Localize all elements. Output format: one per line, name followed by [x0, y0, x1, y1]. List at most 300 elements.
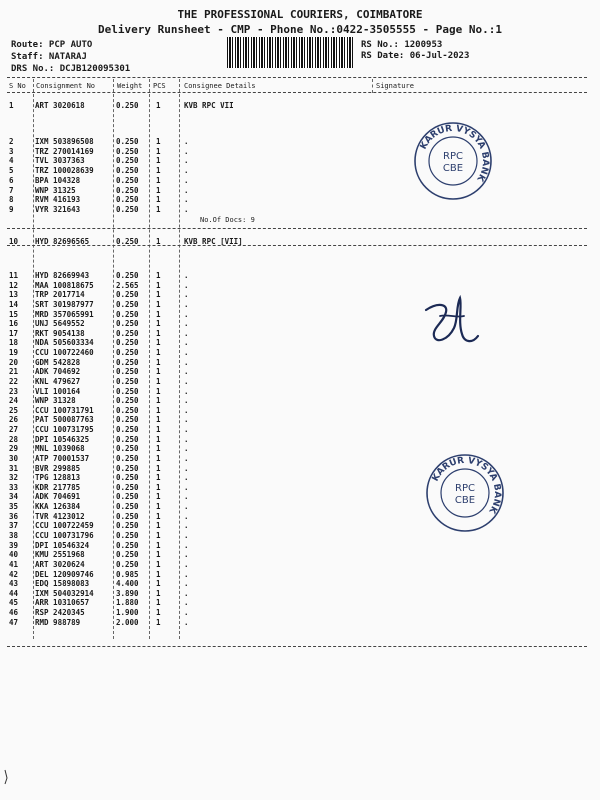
consignee-dot: . — [184, 348, 189, 358]
table-row — [0, 329, 600, 338]
row-pcs: 1 — [156, 531, 161, 540]
row-pcs: 1 — [156, 309, 161, 319]
row-weight: 2.565 — [116, 280, 139, 290]
row-consignment-no: ADK 704691 — [35, 492, 81, 502]
runsheet-subtitle: Delivery Runsheet - CMP - Phone No.:0422-3505555 - Page No.:1 — [98, 23, 502, 36]
row-weight: 0.250 — [116, 137, 139, 146]
row-pcs: 1 — [156, 598, 161, 608]
bank-stamp-icon — [412, 120, 494, 202]
row-weight: 0.250 — [116, 166, 139, 176]
consignee-name: KVB RPC VII — [184, 101, 234, 110]
table-row — [0, 137, 600, 146]
col-header-pcs: PCS — [153, 82, 166, 90]
consignee-dot: . — [184, 550, 189, 560]
row-weight: 0.250 — [116, 101, 139, 110]
row-weight: 0.250 — [116, 550, 139, 560]
row-consignment-no: KKA 126384 — [35, 502, 81, 512]
row-pcs: 1 — [156, 204, 161, 214]
route-label: Route: PCP AUTO — [11, 40, 93, 50]
row-sno: 22 — [9, 376, 19, 386]
row-sno: 41 — [9, 559, 19, 569]
row-pcs: 1 — [156, 376, 161, 386]
row-sno: 34 — [9, 492, 19, 502]
row-weight: 0.250 — [116, 204, 139, 214]
company-title: THE PROFESSIONAL COURIERS, COIMBATORE — [177, 8, 423, 21]
consignee-dot: . — [184, 386, 189, 396]
row-pcs: 1 — [156, 166, 161, 176]
row-pcs: 1 — [156, 146, 161, 156]
table-row — [0, 512, 600, 521]
row-sno: 8 — [9, 195, 14, 205]
row-weight: 3.890 — [116, 588, 139, 598]
row-consignment-no: KNL 479627 — [35, 376, 81, 386]
group1-end-rule — [7, 228, 587, 229]
row-sno: 35 — [9, 502, 19, 512]
row-sno: 29 — [9, 444, 19, 454]
consignee-dot: . — [184, 271, 189, 280]
row-consignment-no: TPG 128813 — [35, 473, 81, 483]
table-row — [0, 464, 600, 473]
row-pcs: 1 — [156, 559, 161, 569]
table-row — [0, 147, 600, 156]
table-row — [0, 271, 600, 280]
row-consignment-no: RMD 988789 — [35, 617, 81, 627]
row-consignment-no: DPI 10546325 — [35, 434, 90, 444]
consignee-dot: . — [184, 434, 189, 444]
rs-date: RS Date: 06-Jul-2023 — [361, 51, 470, 61]
row-sno: 31 — [9, 463, 19, 473]
row-pcs: 1 — [156, 415, 161, 425]
row-consignment-no: HYD 82669943 — [35, 271, 90, 280]
table-row — [0, 550, 600, 559]
row-weight: 0.250 — [116, 453, 139, 463]
row-pcs: 1 — [156, 511, 161, 521]
table-row — [0, 598, 600, 607]
consignee-dot: . — [184, 156, 189, 166]
row-sno: 30 — [9, 453, 19, 463]
row-pcs: 1 — [156, 185, 161, 195]
row-consignment-no: RKT 9054138 — [35, 328, 85, 338]
table-row — [0, 435, 600, 444]
consignee-name: KVB RPC [VII] — [184, 237, 243, 246]
row-weight: 0.250 — [116, 444, 139, 454]
row-pcs: 1 — [156, 101, 161, 110]
table-row — [0, 608, 600, 617]
row-consignment-no: EDQ 15898083 — [35, 579, 90, 589]
consignee-dot: . — [184, 588, 189, 598]
row-pcs: 1 — [156, 608, 161, 618]
table-row — [0, 310, 600, 319]
header-bottom-rule — [7, 92, 587, 93]
table-row — [0, 541, 600, 550]
row-weight: 0.250 — [116, 348, 139, 358]
row-pcs: 1 — [156, 299, 161, 309]
row-pcs: 1 — [156, 463, 161, 473]
bank-stamp-icon — [424, 452, 506, 534]
row-sno: 3 — [9, 146, 14, 156]
row-consignment-no: WNP 31328 — [35, 396, 76, 406]
row-consignment-no: TRP 2017714 — [35, 290, 85, 300]
row-weight: 0.250 — [116, 502, 139, 512]
row-sno: 42 — [9, 569, 19, 579]
table-row — [0, 281, 600, 290]
row-consignment-no: RVM 416193 — [35, 195, 81, 205]
col-header-consignment: Consignment No — [36, 82, 96, 90]
row-pcs: 1 — [156, 396, 161, 406]
row-sno: 4 — [9, 156, 14, 166]
row-consignment-no: VYR 321643 — [35, 204, 81, 214]
consignee-dot: . — [184, 444, 189, 454]
row-sno: 6 — [9, 175, 14, 185]
table-row — [0, 415, 600, 424]
row-consignment-no: HYD 82696565 — [35, 237, 90, 246]
row-pcs: 1 — [156, 521, 161, 531]
row-pcs: 1 — [156, 492, 161, 502]
row-weight: 0.250 — [116, 473, 139, 483]
row-weight: 0.250 — [116, 521, 139, 531]
row-consignment-no: CCU 100731796 — [35, 531, 94, 540]
consignee-dot: . — [184, 492, 189, 502]
consignee-dot: . — [184, 482, 189, 492]
col-header-signature: Signature — [376, 82, 414, 90]
consignee-dot: . — [184, 405, 189, 415]
row-pcs: 1 — [156, 280, 161, 290]
row-consignment-no: BVR 299885 — [35, 463, 81, 473]
table-row — [0, 205, 600, 214]
table-row — [0, 195, 600, 204]
consignee-dot: . — [184, 367, 189, 377]
header-top-rule — [7, 77, 587, 78]
consignee-dot: . — [184, 463, 189, 473]
row-weight: 0.250 — [116, 319, 139, 329]
table-row — [0, 531, 600, 540]
row-consignment-no: UNJ 5649552 — [35, 319, 85, 329]
row-sno: 23 — [9, 386, 19, 396]
row-consignment-no: DPI 10546324 — [35, 540, 90, 550]
stamp-ring-path: KARUR VYSYA BANK — [430, 455, 503, 515]
consignee-dot: . — [184, 540, 189, 550]
table-row — [0, 425, 600, 434]
row-pcs: 1 — [156, 425, 161, 435]
row-consignment-no: PAT 500087763 — [35, 415, 94, 425]
row-sno: 39 — [9, 540, 19, 550]
consignee-dot: . — [184, 137, 189, 146]
row-weight: 0.250 — [116, 237, 139, 246]
row-consignment-no: WNP 31325 — [35, 185, 76, 195]
row-sno: 9 — [9, 204, 14, 214]
row-sno: 15 — [9, 309, 19, 319]
row-sno: 1 — [9, 101, 14, 110]
row-pcs: 1 — [156, 175, 161, 185]
row-sno: 36 — [9, 511, 19, 521]
consignee-dot: . — [184, 376, 189, 386]
row-weight: 1.880 — [116, 598, 139, 608]
consignee-dot: . — [184, 608, 189, 618]
consignee-dot: . — [184, 204, 189, 214]
table-row — [0, 502, 600, 511]
row-weight: 0.250 — [116, 492, 139, 502]
no-of-docs: No.Of Docs: 9 — [200, 216, 255, 224]
row-sno: 20 — [9, 357, 19, 367]
consignee-dot: . — [184, 185, 189, 195]
table-row — [0, 521, 600, 530]
row-consignment-no: SRT 301987977 — [35, 299, 94, 309]
row-weight: 0.985 — [116, 569, 139, 579]
stamp-center-line2: CBE — [454, 495, 476, 506]
consignee-dot: . — [184, 531, 189, 540]
consignee-dot: . — [184, 569, 189, 579]
stamp-center-line1: RPC — [455, 483, 475, 494]
table-row — [0, 396, 600, 405]
row-weight: 0.250 — [116, 175, 139, 185]
row-consignment-no: ATP 70001537 — [35, 453, 90, 463]
consignee-dot: . — [184, 502, 189, 512]
row-consignment-no: CCU 100722460 — [35, 348, 94, 358]
row-weight: 0.250 — [116, 425, 139, 435]
row-weight: 0.250 — [116, 434, 139, 444]
stamp-center-line2: CBE — [442, 163, 464, 174]
row-consignment-no: TRZ 100028639 — [35, 166, 94, 176]
table-row — [0, 570, 600, 579]
col-header-consignee: Consignee Details — [184, 82, 256, 90]
row-consignment-no: TVR 4123012 — [35, 511, 85, 521]
row-pcs: 1 — [156, 588, 161, 598]
row-weight: 2.000 — [116, 617, 139, 627]
row-pcs: 1 — [156, 405, 161, 415]
scribble-mark-icon — [2, 768, 12, 786]
consignee-dot: . — [184, 598, 189, 608]
table-row — [0, 560, 600, 569]
row-weight: 4.400 — [116, 579, 139, 589]
table-row — [0, 492, 600, 501]
row-pcs: 1 — [156, 328, 161, 338]
row-sno: 11 — [9, 271, 19, 280]
stamp-ring-path: KARUR VYSYA BANK — [418, 123, 491, 183]
row-weight: 0.250 — [116, 309, 139, 319]
row-pcs: 1 — [156, 237, 161, 246]
row-consignment-no: KMU 2551968 — [35, 550, 85, 560]
consignee-dot: . — [184, 425, 189, 435]
row-pcs: 1 — [156, 444, 161, 454]
row-pcs: 1 — [156, 550, 161, 560]
row-consignment-no: ADK 704692 — [35, 367, 81, 377]
table-row — [0, 387, 600, 396]
row-consignment-no: TVL 3037363 — [35, 156, 85, 166]
row-weight: 0.250 — [116, 463, 139, 473]
table-row — [0, 454, 600, 463]
table-row — [0, 166, 600, 175]
consignee-dot: . — [184, 453, 189, 463]
row-weight: 1.900 — [116, 608, 139, 618]
row-weight: 0.250 — [116, 299, 139, 309]
row-pcs: 1 — [156, 386, 161, 396]
col-header-weight: Weight — [117, 82, 143, 90]
row-pcs: 1 — [156, 453, 161, 463]
row-sno: 28 — [9, 434, 19, 444]
row-consignment-no: DEL 120909746 — [35, 569, 94, 579]
row-consignment-no: KDR 217785 — [35, 482, 81, 492]
table-row — [0, 377, 600, 386]
row-sno: 18 — [9, 338, 19, 348]
row-sno: 26 — [9, 415, 19, 425]
row-weight: 0.250 — [116, 386, 139, 396]
consignee-dot: . — [184, 521, 189, 531]
table-row — [0, 406, 600, 415]
consignee-dot: . — [184, 195, 189, 205]
row-sno: 38 — [9, 531, 19, 540]
row-sno: 17 — [9, 328, 19, 338]
row-pcs: 1 — [156, 569, 161, 579]
row-weight: 0.250 — [116, 559, 139, 569]
row-pcs: 1 — [156, 579, 161, 589]
table-row — [0, 300, 600, 309]
row-sno: 24 — [9, 396, 19, 406]
row-weight: 0.250 — [116, 367, 139, 377]
table-row — [0, 618, 600, 627]
table-row — [0, 290, 600, 299]
table-row — [0, 579, 600, 588]
consignee-dot: . — [184, 280, 189, 290]
row-weight: 0.250 — [116, 338, 139, 348]
row-sno: 45 — [9, 598, 19, 608]
row-pcs: 1 — [156, 290, 161, 300]
row-pcs: 1 — [156, 482, 161, 492]
row-sno: 27 — [9, 425, 19, 435]
row-weight: 0.250 — [116, 290, 139, 300]
col-separator — [372, 79, 373, 93]
table-row — [0, 473, 600, 482]
row-consignment-no: BPA 104328 — [35, 175, 81, 185]
row-sno: 37 — [9, 521, 19, 531]
consignee-dot: . — [184, 309, 189, 319]
row-weight: 0.250 — [116, 328, 139, 338]
row-consignment-no: TRZ 270014169 — [35, 146, 94, 156]
consignee-dot: . — [184, 299, 189, 309]
consignee-dot: . — [184, 579, 189, 589]
row-consignment-no: MNL 1039068 — [35, 444, 85, 454]
row-weight: 0.250 — [116, 185, 139, 195]
row-sno: 19 — [9, 348, 19, 358]
rs-number: RS No.: 1200953 — [361, 40, 443, 50]
row-sno: 12 — [9, 280, 19, 290]
row-sno: 43 — [9, 579, 19, 589]
row-sno: 40 — [9, 550, 19, 560]
consignee-dot: . — [184, 328, 189, 338]
row-sno: 7 — [9, 185, 14, 195]
row-sno: 32 — [9, 473, 19, 483]
row-pcs: 1 — [156, 473, 161, 483]
row-pcs: 1 — [156, 367, 161, 377]
row-sno: 21 — [9, 367, 19, 377]
consignee-dot: . — [184, 338, 189, 348]
row-consignment-no: IXM 503896508 — [35, 137, 94, 146]
row-consignment-no: GDM 542828 — [35, 357, 81, 367]
table-row — [0, 319, 600, 328]
consignee-dot: . — [184, 396, 189, 406]
row-weight: 0.250 — [116, 271, 139, 280]
table-row — [0, 156, 600, 165]
row-consignment-no: ART 3020618 — [35, 101, 85, 110]
handwritten-signature-icon — [418, 292, 488, 352]
drs-number: DRS No.: DCJB120095301 — [11, 64, 131, 74]
row-consignment-no: CCU 100731795 — [35, 425, 94, 435]
table-row — [0, 348, 600, 357]
row-pcs: 1 — [156, 357, 161, 367]
table-row — [0, 101, 600, 110]
group2-header-rule — [7, 245, 587, 246]
row-consignment-no: MRD 357065991 — [35, 309, 94, 319]
consignee-dot: . — [184, 166, 189, 176]
row-weight: 0.250 — [116, 195, 139, 205]
row-pcs: 1 — [156, 195, 161, 205]
row-weight: 0.250 — [116, 146, 139, 156]
stamp-center-line1: RPC — [443, 151, 463, 162]
consignee-dot: . — [184, 290, 189, 300]
row-sno: 25 — [9, 405, 19, 415]
row-pcs: 1 — [156, 540, 161, 550]
row-sno: 5 — [9, 166, 14, 176]
row-pcs: 1 — [156, 319, 161, 329]
row-pcs: 1 — [156, 348, 161, 358]
consignee-dot: . — [184, 511, 189, 521]
row-weight: 0.250 — [116, 415, 139, 425]
row-pcs: 1 — [156, 156, 161, 166]
row-sno: 47 — [9, 617, 19, 627]
row-consignment-no: CCU 100731791 — [35, 405, 94, 415]
row-consignment-no: MAA 100818675 — [35, 280, 94, 290]
staff-label: Staff: NATARAJ — [11, 52, 87, 62]
row-sno: 16 — [9, 319, 19, 329]
row-consignment-no: VLI 100164 — [35, 386, 81, 396]
table-row — [0, 483, 600, 492]
table-row — [0, 589, 600, 598]
consignee-dot: . — [184, 146, 189, 156]
consignee-dot: . — [184, 175, 189, 185]
row-consignment-no: ARR 10310657 — [35, 598, 90, 608]
row-sno: 13 — [9, 290, 19, 300]
row-weight: 0.250 — [116, 156, 139, 166]
consignee-dot: . — [184, 559, 189, 569]
consignee-dot: . — [184, 319, 189, 329]
consignee-dot: . — [184, 617, 189, 627]
row-sno: 46 — [9, 608, 19, 618]
row-pcs: 1 — [156, 617, 161, 627]
row-pcs: 1 — [156, 338, 161, 348]
consignee-dot: . — [184, 473, 189, 483]
table-row — [0, 186, 600, 195]
row-weight: 0.250 — [116, 531, 139, 540]
table-row — [0, 444, 600, 453]
row-pcs: 1 — [156, 434, 161, 444]
row-pcs: 1 — [156, 271, 161, 280]
table-row — [0, 338, 600, 347]
row-sno: 10 — [9, 237, 19, 246]
row-pcs: 1 — [156, 137, 161, 146]
row-weight: 0.250 — [116, 511, 139, 521]
row-consignment-no: CCU 100722459 — [35, 521, 94, 531]
row-weight: 0.250 — [116, 376, 139, 386]
row-sno: 2 — [9, 137, 14, 146]
row-weight: 0.250 — [116, 540, 139, 550]
barcode-image — [227, 37, 353, 68]
row-consignment-no: ART 3020624 — [35, 559, 85, 569]
col-header-sno: S No — [9, 82, 26, 90]
row-weight: 0.250 — [116, 482, 139, 492]
row-sno: 44 — [9, 588, 19, 598]
row-consignment-no: IXM 504032914 — [35, 588, 94, 598]
table-row — [0, 358, 600, 367]
row-weight: 0.250 — [116, 396, 139, 406]
